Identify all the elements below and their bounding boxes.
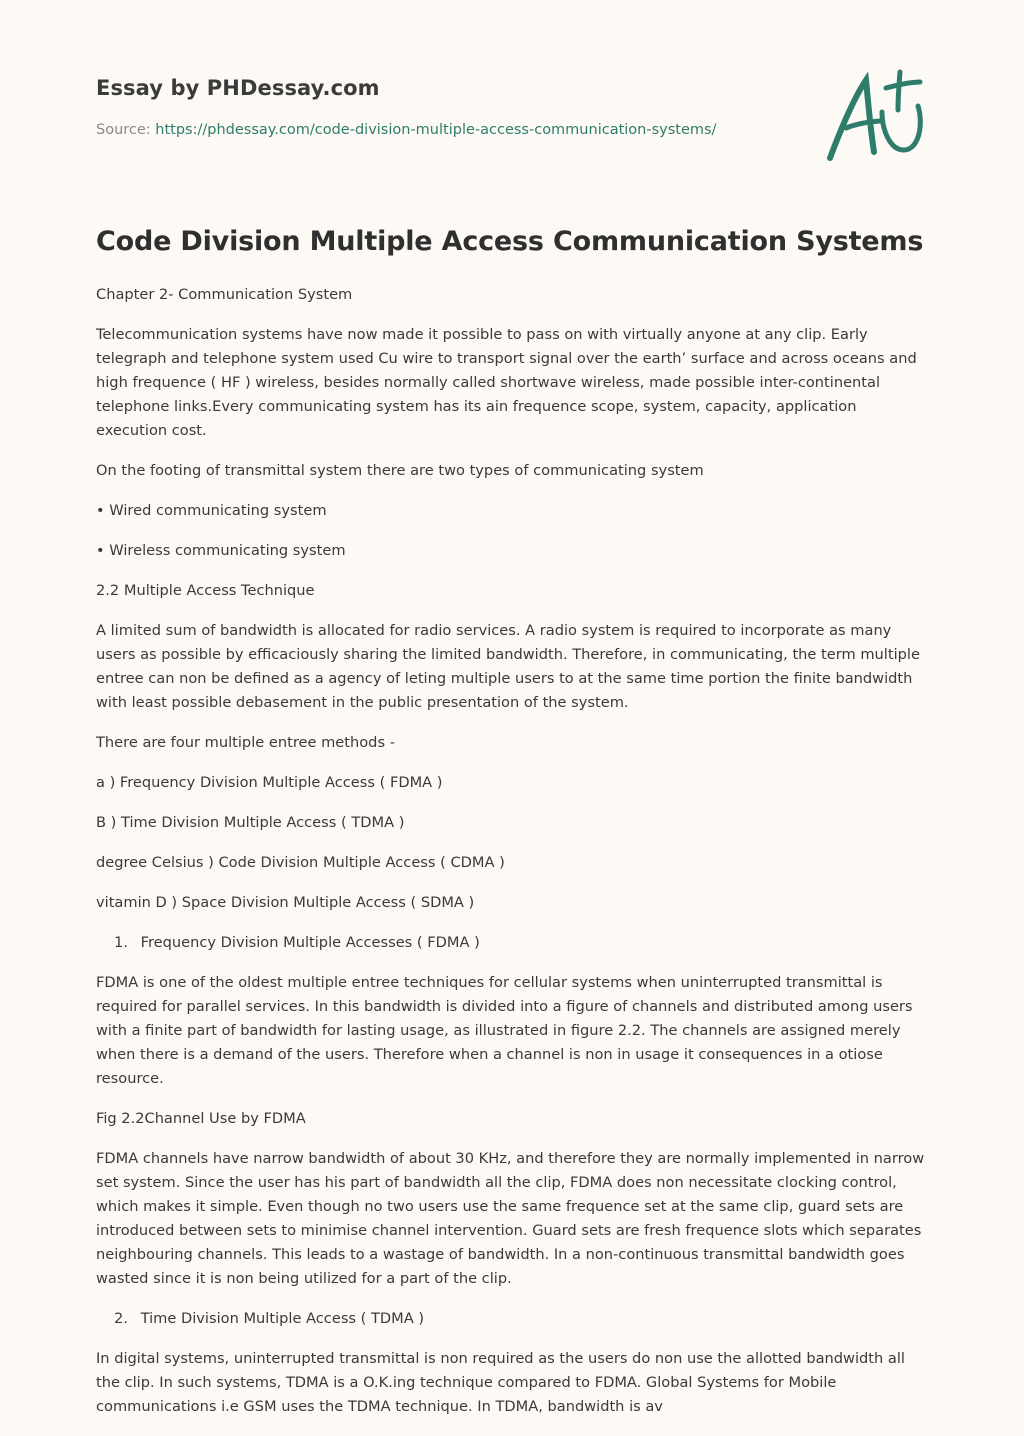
a-plus-logo-graphic xyxy=(820,66,930,166)
source-label: Source: xyxy=(96,122,151,138)
paragraph: In digital systems, uninterrupted transmittal is non required as the users do non use the allotted bandwidth all the clip. In such systems, TDMA is a O.K.ing technique compared to FDMA. Global Systems for Mobile communications i.e GSM uses the TDMA technique. In TDMA, bandwidth is av xyxy=(96,1350,905,1415)
numbered-item xyxy=(96,931,932,955)
page-header xyxy=(96,76,796,138)
list-item: B ) Time Division Multiple Access ( TDMA ) xyxy=(96,814,405,831)
list-item: vitamin D ) Space Division Multiple Access ( SDMA ) xyxy=(96,894,475,911)
numbered-item xyxy=(96,1307,932,1331)
paragraph: On the footing of transmittal system there are two types of communicating system xyxy=(96,462,704,479)
article xyxy=(96,226,932,1435)
numbered-item-number: 2. xyxy=(114,1310,128,1327)
site-brand[interactable]: Essay by PHDessay.com xyxy=(96,76,380,100)
list-item: • Wired communicating system xyxy=(96,502,327,519)
figure-caption: Fig 2.2Channel Use by FDMA xyxy=(96,1110,306,1127)
numbered-item-text: Time Division Multiple Access ( TDMA ) xyxy=(140,1310,425,1327)
paragraph: Telecommunication systems have now made it possible to pass on with virtually anyone at any clip. Early telegraph and telephone system used Cu wire to transport signal over the earth’ surface and across oceans and high frequence ( HF ) wireless, besides normally called shortwave wireless, made possible inter-continental telephone links.Every communicating system has its ain frequence scope, system, capacity, application execution cost. xyxy=(96,326,917,439)
paragraph: FDMA channels have narrow bandwidth of about 30 KHz, and therefore they are normally implemented in narrow set system. Since the user has his part of bandwidth all the clip, FDMA does non necessitate clocking control, which makes it simple. Even though no two users use the same frequence set at the same clip, guard sets are introduced between sets to minimise channel intervention. Guard sets are fresh frequence slots which separates neighbouring channels. This leads to a wastage of bandwidth. In a non-continuous transmittal bandwidth goes wasted since it is non being utilized for a part of the clip. xyxy=(96,1150,925,1287)
list-item: a ) Frequency Division Multiple Access ( FDMA ) xyxy=(96,774,443,791)
list-item: degree Celsius ) Code Division Multiple Access ( CDMA ) xyxy=(96,854,505,871)
section-heading: 2.2 Multiple Access Technique xyxy=(96,582,315,599)
a-plus-logo-icon[interactable] xyxy=(820,66,930,166)
numbered-item-number: 1. xyxy=(114,934,128,951)
paragraph: FDMA is one of the oldest multiple entree techniques for cellular systems when uninterrupted transmittal is required for parallel services. In this bandwidth is divided into a figure of channels and distributed among users with a finite part of bandwidth for lasting usage, as illustrated in figure 2.2. The channels are assigned merely when there is a demand of the users. Therefore when a channel is non in usage it consequences in a otiose resource. xyxy=(96,974,913,1087)
page-title: Code Division Multiple Access Communication Systems xyxy=(96,226,924,257)
list-item: • Wireless communicating system xyxy=(96,542,346,559)
numbered-item-text: Frequency Division Multiple Accesses ( FDMA ) xyxy=(140,934,480,951)
source-line xyxy=(96,122,796,138)
paragraph: Chapter 2- Communication System xyxy=(96,286,353,303)
paragraph: A limited sum of bandwidth is allocated for radio services. A radio system is required to incorporate as many users as possible by efficaciously sharing the limited bandwidth. Therefore, in communicating, the term multiple entree can non be defined as a agency of leting multiple users to at the same time portion the finite bandwidth with least possible debasement in the public presentation of the system. xyxy=(96,622,920,711)
paragraph: There are four multiple entree methods - xyxy=(96,734,395,751)
source-link[interactable]: https://phdessay.com/code-division-multiple-access-communication-systems/ xyxy=(155,122,717,138)
